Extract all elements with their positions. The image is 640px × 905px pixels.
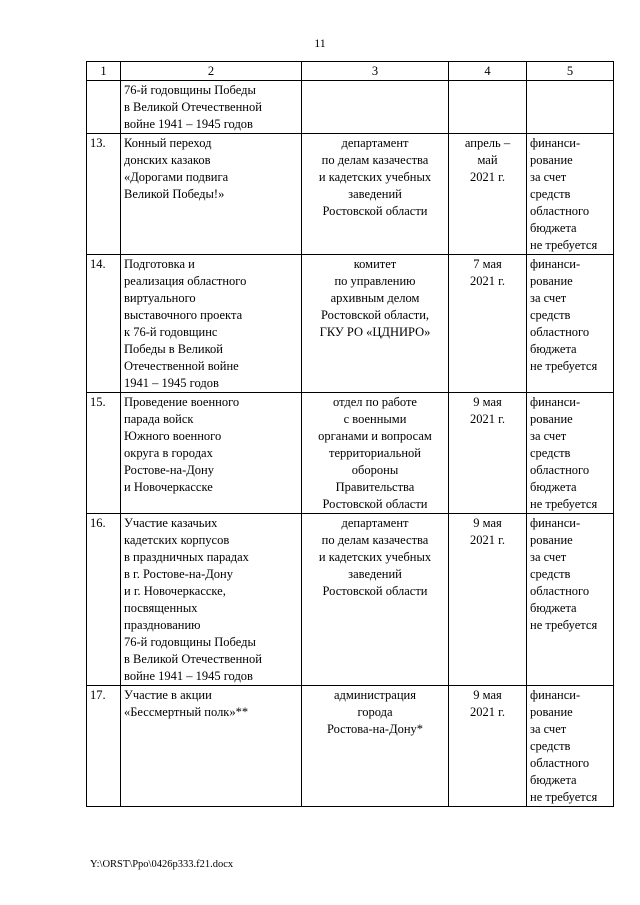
responsible-org: отдел по работе с военными органами и вопросам территориальной обороны Правительства Ростовской области [302,393,449,514]
column-header: 2 [121,62,302,81]
event-date: 9 мая 2021 г. [449,393,527,514]
responsible-org [302,81,449,134]
responsible-org: департамент по делам казачества и кадетских учебных заведений Ростовской области [302,514,449,686]
table-header-row [87,62,614,81]
column-header: 5 [527,62,614,81]
column-header: 4 [449,62,527,81]
event-date [449,81,527,134]
table-row [87,81,614,134]
row-number: 16. [87,514,121,686]
event-name: 76-й годовщины Победы в Великой Отечественной войне 1941 – 1945 годов [121,81,302,134]
financing: финанси- рование за счет средств областного бюджета не требуется [527,134,614,255]
table-row [87,393,614,514]
financing: финанси- рование за счет средств областного бюджета не требуется [527,255,614,393]
financing [527,81,614,134]
event-name: Участие казачьих кадетских корпусов в праздничных парадах в г. Ростове-на-Дону и г. Новочеркасске, посвященных празднованию 76-й годовщины Победы в Великой Отечественной войне 1941 – 1945 годов [121,514,302,686]
responsible-org: администрация города Ростова-на-Дону* [302,686,449,807]
table-row [87,134,614,255]
row-number: 13. [87,134,121,255]
event-name: Проведение военного парада войск Южного военного округа в городах Ростове-на-Дону и Новочеркасске [121,393,302,514]
responsible-org: комитет по управлению архивным делом Ростовской области, ГКУ РО «ЦДНИРО» [302,255,449,393]
event-name: Конный переход донских казаков «Дорогами подвига Великой Победы!» [121,134,302,255]
financing: финанси- рование за счет средств областного бюджета не требуется [527,514,614,686]
financing: финанси- рование за счет средств областного бюджета не требуется [527,686,614,807]
row-number: 17. [87,686,121,807]
table-row [87,255,614,393]
row-number: 15. [87,393,121,514]
page-number: 11 [314,36,326,50]
event-date: апрель – май 2021 г. [449,134,527,255]
row-number: 14. [87,255,121,393]
table-row [87,514,614,686]
event-date: 9 мая 2021 г. [449,686,527,807]
row-number [87,81,121,134]
responsible-org: департамент по делам казачества и кадетских учебных заведений Ростовской области [302,134,449,255]
event-name: Подготовка и реализация областного виртуального выставочного проекта к 76-й годовщинс Победы в Великой Отечественной войне 1941 – 1945 годов [121,255,302,393]
events-table [86,61,614,807]
event-date: 9 мая 2021 г. [449,514,527,686]
column-header: 1 [87,62,121,81]
event-date: 7 мая 2021 г. [449,255,527,393]
column-header: 3 [302,62,449,81]
financing: финанси- рование за счет средств областного бюджета не требуется [527,393,614,514]
event-name: Участие в акции «Бессмертный полк»** [121,686,302,807]
file-path-footer: Y:\ORST\Ppo\0426p333.f21.docx [90,859,234,870]
table-row [87,686,614,807]
